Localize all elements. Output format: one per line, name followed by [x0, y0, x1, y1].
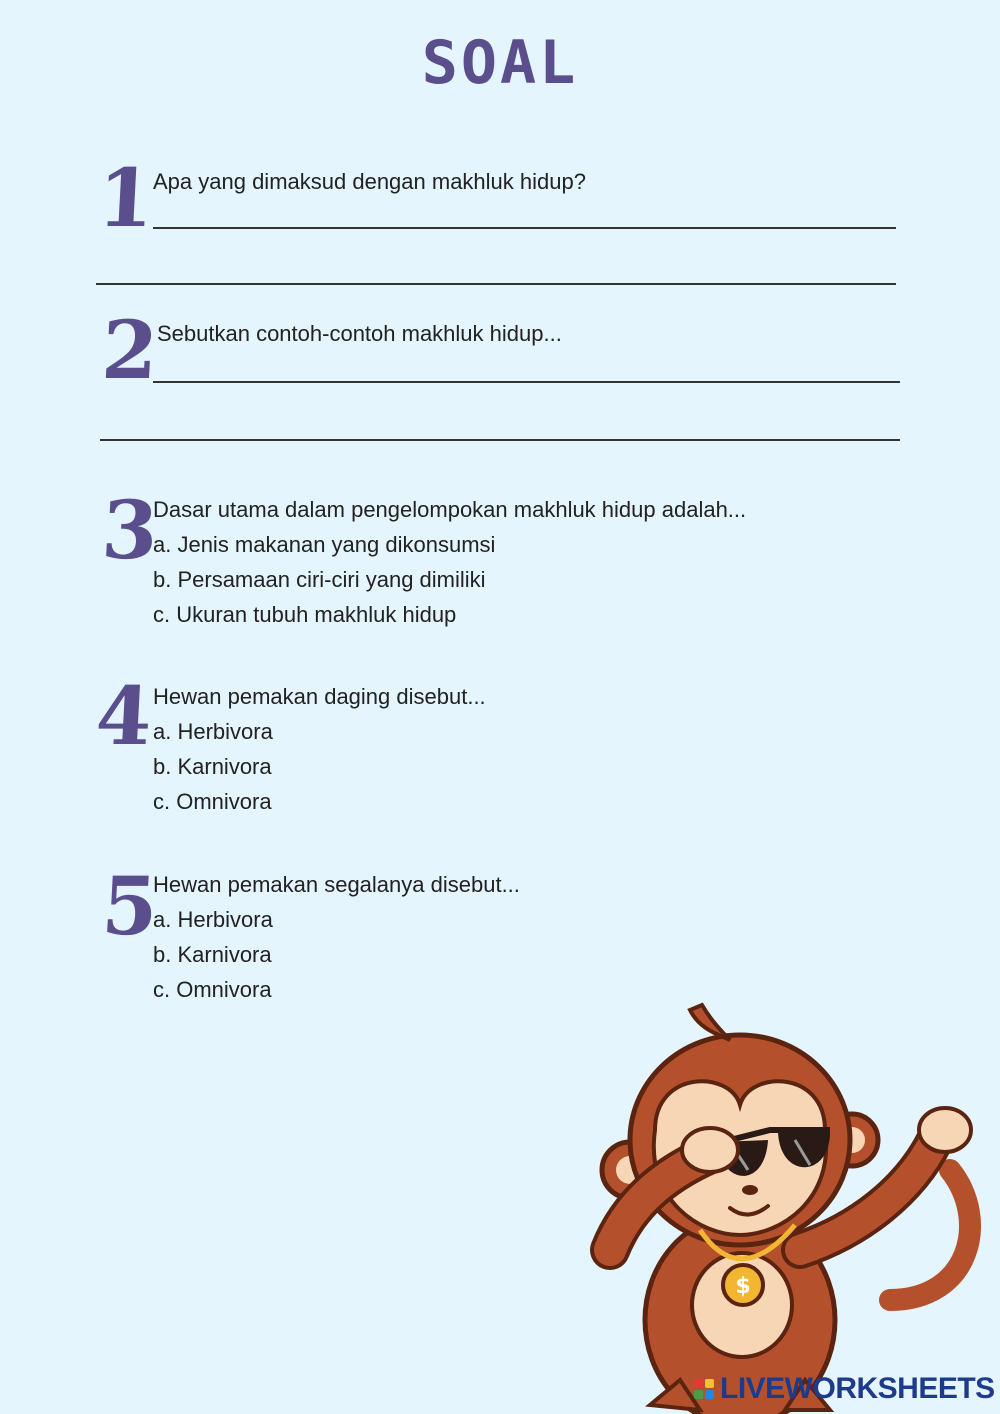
question-3-option-b[interactable]: b. Persamaan ciri-ciri yang dimiliki — [153, 567, 486, 592]
medallion-symbol: $ — [735, 1274, 751, 1299]
answer-line-1b[interactable] — [96, 283, 896, 285]
question-1-text: Apa yang dimaksud dengan makhluk hidup? — [153, 169, 586, 194]
brand-text: LIVEWORKSHEETS — [720, 1372, 995, 1405]
question-number-4: 4 — [93, 669, 155, 763]
question-1 — [153, 164, 586, 199]
question-4-option-a[interactable]: a. Herbivora — [153, 719, 273, 744]
question-3-option-a[interactable]: a. Jenis makanan yang dikonsumsi — [153, 532, 496, 557]
question-3-text: Dasar utama dalam pengelompokan makhluk hidup adalah... — [153, 497, 747, 522]
question-5-option-a[interactable]: a. Herbivora — [153, 907, 273, 932]
question-4-option-b[interactable]: b. Karnivora — [153, 754, 272, 779]
page-title: SOAL — [421, 28, 579, 98]
liveworksheets-logo-icon — [694, 1379, 714, 1399]
question-4-text: Hewan pemakan daging disebut... — [153, 684, 486, 709]
answer-line-2b[interactable] — [100, 439, 900, 441]
question-number-5: 5 — [99, 859, 161, 953]
question-number-2: 2 — [99, 303, 161, 397]
question-5-text: Hewan pemakan segalanya disebut... — [153, 872, 520, 897]
question-2-text: Sebutkan contoh-contoh makhluk hidup... — [157, 321, 562, 346]
question-4 — [153, 679, 486, 819]
question-5-option-c[interactable]: c. Omnivora — [153, 977, 272, 1002]
monkey-illustration — [590, 1000, 1000, 1414]
question-5-option-b[interactable]: b. Karnivora — [153, 942, 272, 967]
question-number-3: 3 — [99, 483, 161, 577]
question-3 — [153, 492, 746, 632]
question-2 — [157, 316, 562, 351]
liveworksheets-brand — [694, 1372, 995, 1406]
answer-line-2a[interactable] — [153, 381, 900, 383]
question-3-option-c[interactable]: c. Ukuran tubuh makhluk hidup — [153, 602, 457, 627]
question-4-option-c[interactable]: c. Omnivora — [153, 789, 272, 814]
question-5 — [153, 867, 520, 1007]
answer-line-1a[interactable] — [153, 227, 896, 229]
question-number-1: 1 — [95, 151, 157, 245]
